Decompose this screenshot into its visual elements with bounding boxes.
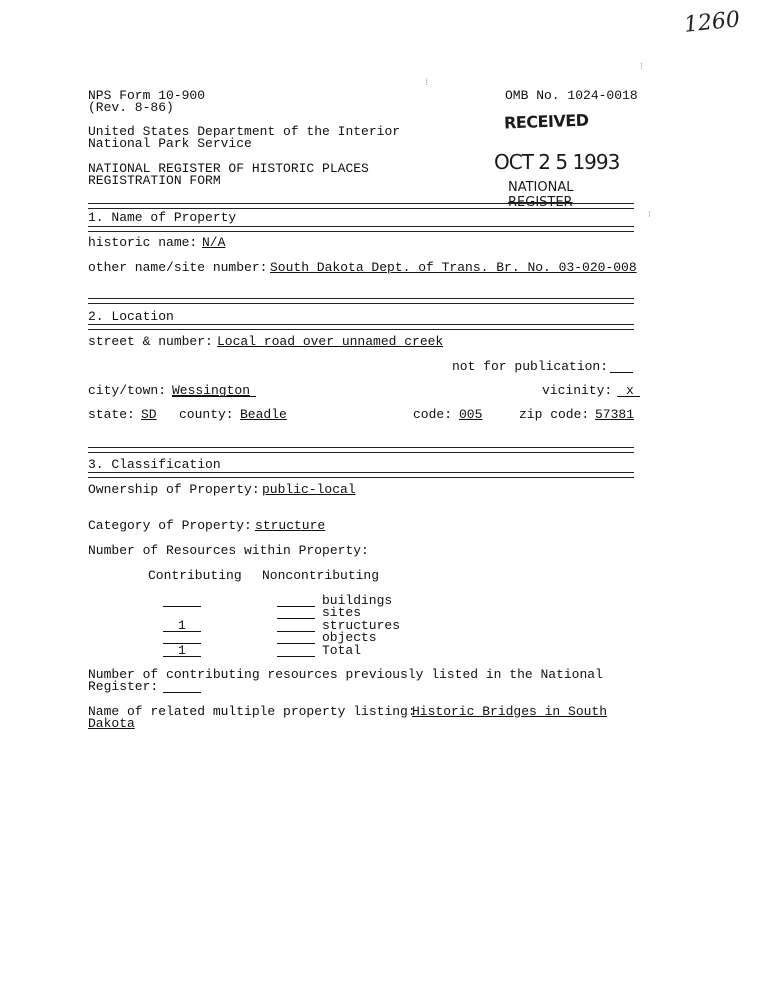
street-label: street & number: [88,334,213,349]
department-name: United States Department of the Interior [88,124,401,139]
received-stamp: RECEIVED [503,110,589,133]
state-label: state: [88,407,135,422]
scan-speck: ⁝ [648,210,651,220]
county-label: county: [179,407,234,422]
vicinity-label: vicinity: [542,383,613,398]
previously-listed-blank [163,692,201,693]
resources-label: Number of Resources within Property: [88,543,369,558]
section-rule [88,298,634,304]
section-rule [88,447,634,453]
contributing-blank [163,656,201,657]
resource-type-label: objects [322,630,377,645]
stamp-date: OCT 2 5 1993 [494,150,620,174]
ownership-value: public-local [262,482,356,497]
street-value: Local road over unnamed creek [217,334,444,349]
noncontributing-blank [277,643,315,644]
omb-number: OMB No. 1024-0018 [505,88,638,103]
multiple-listing-label: Name of related multiple property listing: [88,704,416,719]
city-label: city/town: [88,383,167,398]
zip-value: 57381 [595,407,635,422]
zip-label: zip code: [519,407,590,422]
noncontributing-blank [277,631,315,632]
city-value: Wessington [172,383,251,398]
ownership-label: Ownership of Property: [88,482,260,497]
form-title: REGISTRATION FORM [88,173,221,188]
scan-speck: ⁞ [424,78,430,88]
resource-type-label: sites [322,605,362,620]
code-value: 005 [459,407,483,422]
code-label: code: [413,407,453,422]
contributing-count: 1 [178,618,186,633]
section-2-heading: 2. Location [88,309,174,324]
resource-type-label: Total [322,643,362,658]
stamp-register: REGISTER [508,195,573,210]
resource-type-label: buildings [322,593,393,608]
section-rule [88,226,634,232]
category-value: structure [255,518,326,533]
county-value: Beadle [240,407,287,422]
section-3-heading: 3. Classification [88,457,221,472]
historic-name-value: N/A [202,235,226,250]
not-for-publication-blank [610,372,633,373]
contributing-blank [163,606,201,607]
previously-listed-label-2: Register: [88,679,159,694]
city-underline [172,396,256,397]
contributing-blank [163,631,201,632]
form-revision: (Rev. 8-86) [88,100,174,115]
register-name: NATIONAL REGISTER OF HISTORIC PLACES [88,161,369,176]
section-rule [88,324,634,330]
previously-listed-label: Number of contributing resources previously listed in the National [88,667,603,682]
category-label: Category of Property: [88,518,252,533]
not-for-publication-label: not for publication: [452,359,609,374]
vicinity-underline [617,396,640,397]
section-rule [88,203,634,209]
total-count: 1 [178,643,186,658]
resource-type-label: structures [322,618,401,633]
noncontributing-blank [277,618,315,619]
section-rule [88,472,634,478]
service-name: National Park Service [88,136,252,151]
noncontributing-column-header: Noncontributing [262,568,380,583]
other-name-label: other name/site number: [88,260,268,275]
scan-speck: ⁝ [640,62,643,72]
multiple-listing-value-2: Dakota [88,716,135,731]
section-1-heading: 1. Name of Property [88,210,237,225]
stamp-national: NATIONAL [508,180,574,195]
noncontributing-blank [277,656,315,657]
handwritten-number: 1260 [682,7,742,38]
other-name-value: South Dakota Dept. of Trans. Br. No. 03-020-008 [270,260,637,275]
state-value: SD [141,407,157,422]
contributing-column-header: Contributing [148,568,242,583]
vicinity-value: x [626,383,634,398]
form-id: NPS Form 10-900 [88,88,206,103]
multiple-listing-value: Historic Bridges in South [412,704,608,719]
noncontributing-blank [277,606,315,607]
historic-name-label: historic name: [88,235,198,250]
